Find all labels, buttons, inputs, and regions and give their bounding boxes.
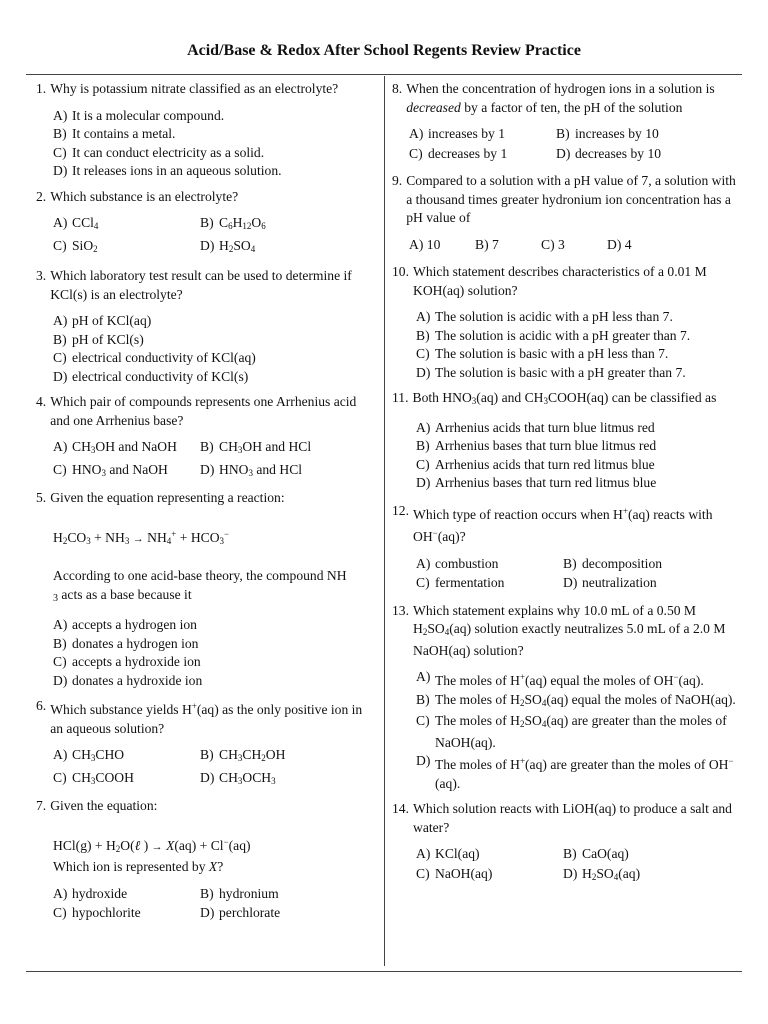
choice-b[interactable]: B) Arrhenius bases that turn blue litmus red <box>416 438 657 453</box>
choice-d[interactable]: D) $H_2SO_4$ <box>200 237 256 254</box>
question-number: 6. <box>36 698 47 713</box>
column-divider <box>384 76 385 966</box>
choice-d[interactable]: D) It releases ions in an aqueous solution. <box>53 163 282 178</box>
choice-c[interactable]: C) hypochlorite <box>53 905 141 920</box>
choice-a[interactable]: A) KCl(aq) <box>416 846 480 861</box>
choice-d[interactable]: D) $HNO_3$ and HCl <box>200 461 303 478</box>
choice-b[interactable]: B) $CH_3CH_2OH$ <box>200 747 286 763</box>
choice-b[interactable]: B) decomposition <box>563 555 663 571</box>
question-number: 7. <box>36 798 47 813</box>
bottom-divider <box>26 971 742 972</box>
choice-a[interactable]: A) The solution is acidic with a pH less than 7. <box>416 309 673 324</box>
choice-c[interactable]: C) decreases by 1 <box>409 145 508 161</box>
choice-d[interactable]: D) The solution is basic with a pH greater than 7. <box>416 364 686 380</box>
question-number: 10. <box>392 264 409 279</box>
question-text: Which substance is an electrolyte? <box>50 188 239 204</box>
choice-b[interactable]: B) pH of KCl(s) <box>53 331 144 347</box>
choice-a[interactable]: A) CCl$_4$ <box>53 215 99 231</box>
question-number: 3. <box>36 268 47 283</box>
question-number: 13. <box>392 602 409 618</box>
choice-d[interactable]: D) Arrhenius bases that turn red litmus blue <box>416 475 657 490</box>
question-text: Which solution reacts with LiOH(aq) to produce a salt and water? <box>413 801 732 835</box>
choice-a[interactable]: A) Arrhenius acids that turn blue litmus red <box>416 419 655 435</box>
question-number: 4. <box>36 394 47 409</box>
choice-b[interactable]: B) $C_6H_{12}O_6$ <box>200 215 266 231</box>
question-text: Which type of reaction occurs when H+(aq) reacts with OH−(aq)? <box>413 505 713 544</box>
choice-b[interactable]: B) 7 <box>475 236 499 252</box>
choice-d[interactable]: D) donates a hydroxide ion <box>53 672 203 688</box>
question-3 <box>36 267 376 386</box>
question-text: Which laboratory test result can be used to determine if KCl(s) is an electrolyte? <box>50 268 352 302</box>
choice-a[interactable]: A) increases by 1 <box>409 126 506 141</box>
choice-a[interactable]: A) $CH_3CHO$ <box>53 747 125 763</box>
choice-b[interactable]: B) CaO(aq) <box>563 846 629 861</box>
question-2 <box>36 188 376 259</box>
top-divider <box>26 74 742 75</box>
choice-c[interactable]: C) Arrhenius acids that turn red litmus blue <box>416 456 655 472</box>
choice-c[interactable]: C) It can conduct electricity as a solid. <box>53 144 265 160</box>
choice-c[interactable]: C) electrical conductivity of KCl(aq) <box>53 350 256 365</box>
question-11 <box>392 389 737 493</box>
question-text: Which substance yields H+(aq) as the only positive ion in an aqueous solution? <box>50 701 363 736</box>
choice-a[interactable]: A) The moles of H+(aq) equal the moles of OH−(aq). <box>416 669 704 688</box>
choice-c[interactable]: C) SiO$_2$ <box>53 237 98 254</box>
reaction-equation: $H_2CO_3 + NH_3 \to NH_4^+ + HCO_3^-$ <box>53 528 230 546</box>
choice-b[interactable]: B) increases by 10 <box>556 126 659 141</box>
question-text: Which statement explains why 10.0 mL of a 0.50 M $H_2SO_4(aq)$ solution exactly neutralizes 5.0 mL of a 2.0 M NaOH(aq) solution? <box>413 602 726 658</box>
question-7 <box>36 797 376 923</box>
choice-a[interactable]: A) $CH_3OH$ and NaOH <box>53 439 177 455</box>
question-5 <box>36 489 376 690</box>
choice-c[interactable]: C) accepts a hydroxide ion <box>53 654 201 669</box>
question-number: 8. <box>392 81 403 96</box>
question-text: Given the equation: <box>50 798 158 813</box>
choice-c[interactable]: C) NaOH(aq) <box>416 865 493 881</box>
question-14 <box>392 800 737 886</box>
question-text: Which statement describes characteristics of a 0.01 M KOH(aq) solution? <box>413 264 707 298</box>
question-context: According to one acid-base theory, the compound NH $_3$ acts as a base because it <box>53 568 347 604</box>
question-number: 14. <box>392 801 409 816</box>
choice-b[interactable]: B) hydronium <box>200 885 279 901</box>
question-text: Why is potassium nitrate classified as an electrolyte? <box>50 81 339 96</box>
question-number: 2. <box>36 188 47 204</box>
right-column <box>392 80 737 886</box>
choice-b[interactable]: B) It contains a metal. <box>53 126 176 141</box>
choice-b[interactable]: B) The solution is acidic with a pH greater than 7. <box>416 327 691 343</box>
choice-c[interactable]: C) fermentation <box>416 575 505 590</box>
choice-c[interactable]: C) The moles of $H_2SO_4(aq)$ are greater than the moles of NaOH(aq). <box>416 713 727 750</box>
choice-d[interactable]: D) The moles of H+(aq) are greater than the moles of OH−(aq). <box>416 753 734 791</box>
question-text: Both $HNO_3(aq)$ and $CH_3COOH(aq)$ can be classified as <box>412 390 717 406</box>
choice-c[interactable]: C) The solution is basic with a pH less than 7. <box>416 346 669 361</box>
choice-c[interactable]: C) 3 <box>541 236 565 252</box>
question-12 <box>392 502 737 593</box>
choice-a[interactable]: A) pH of KCl(aq) <box>53 313 152 328</box>
choice-a[interactable]: A) combustion <box>416 555 499 571</box>
choice-a[interactable]: A) accepts a hydrogen ion <box>53 617 197 632</box>
question-number: 5. <box>36 490 47 505</box>
choice-a[interactable]: A) 10 <box>409 236 441 252</box>
question-9 <box>392 172 737 254</box>
question-subtext: Which ion is represented by X? <box>53 859 224 874</box>
choice-b[interactable]: B) donates a hydrogen ion <box>53 635 199 651</box>
choice-d[interactable]: D) electrical conductivity of KCl(s) <box>53 368 249 384</box>
question-number: 11. <box>392 390 409 405</box>
question-8 <box>392 80 737 163</box>
choice-a[interactable]: A) It is a molecular compound. <box>53 107 225 123</box>
choice-d[interactable]: D) decreases by 10 <box>556 145 662 161</box>
choice-b[interactable]: B) The moles of $H_2SO_4(aq)$ equal the moles of NaOH(aq). <box>416 691 736 708</box>
choice-d[interactable]: D) $CH_3OCH_3$ <box>200 769 276 786</box>
choice-c[interactable]: C) $HNO_3$ and NaOH <box>53 461 168 478</box>
choice-d[interactable]: D) 4 <box>607 236 632 252</box>
question-13 <box>392 602 737 794</box>
question-text: Compared to a solution with a pH value of 7, a solution with a thousand times greater hydronium ion concentration has a pH value of <box>406 173 736 225</box>
reaction-equation: $HCl(g) + H_2O(\ell$ ) → X(aq) + Cl−(aq) <box>53 836 251 854</box>
choice-b[interactable]: B) $CH_3OH$ and HCl <box>200 439 312 455</box>
question-text: Given the equation representing a reaction: <box>50 490 285 505</box>
left-column <box>36 80 376 923</box>
question-number: 9. <box>392 173 403 188</box>
question-text: Which pair of compounds represents one Arrhenius acid and one Arrhenius base? <box>50 394 357 428</box>
choice-a[interactable]: A) hydroxide <box>53 885 128 901</box>
page-title: Acid/Base & Redox After School Regents Review Practice <box>187 42 581 59</box>
question-number: 1. <box>36 81 47 96</box>
question-number: 12. <box>392 502 409 518</box>
question-10 <box>392 263 737 382</box>
choice-c[interactable]: C) $CH_3COOH$ <box>53 769 134 786</box>
question-6 <box>36 697 376 790</box>
choice-d[interactable]: D) neutralization <box>563 575 657 590</box>
choice-d[interactable]: D) $H_2SO_4(aq)$ <box>563 865 641 882</box>
question-text: When the concentration of hydrogen ions in a solution is decreased by a factor of ten, the pH of the solution <box>406 81 715 115</box>
question-4 <box>36 393 376 482</box>
question-1 <box>36 80 376 181</box>
choice-d[interactable]: D) perchlorate <box>200 905 281 920</box>
